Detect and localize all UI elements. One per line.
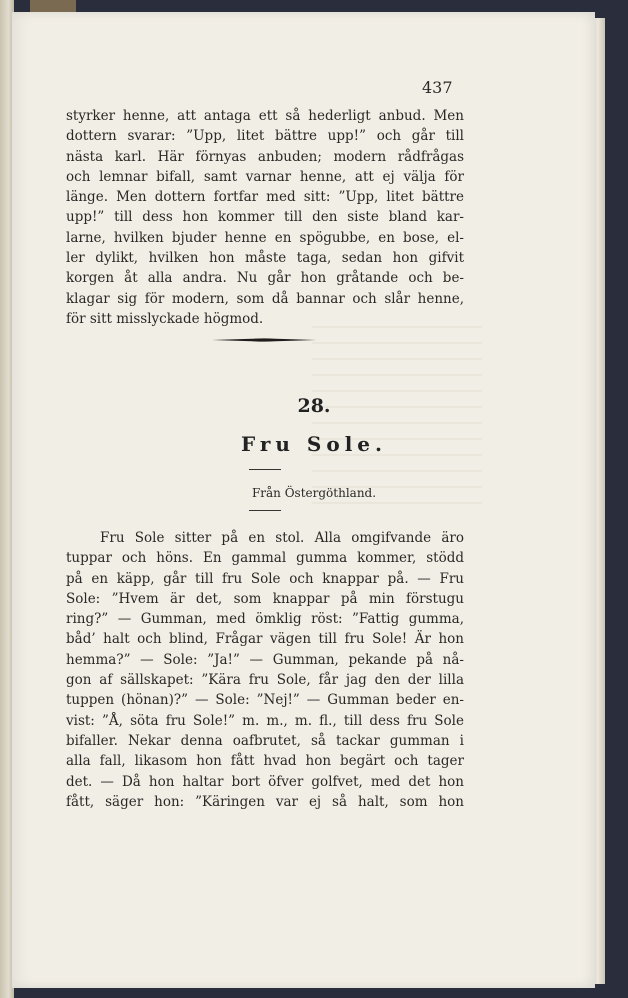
text-line: gon af sällskapet: ”Kära fru Sole, får jag den der lilla [66, 672, 464, 689]
text-line: båd’ halt och blind, Frågar vägen till fru Sole! Är hon [66, 631, 464, 648]
text-line: fått, säger hon: ”Käringen var ej så halt, som hon [66, 793, 464, 810]
text-line: styrker henne, att antaga ett så hederligt anbud. Men [66, 108, 464, 124]
page-number: 437 [422, 78, 453, 97]
text-line: hemma?” — Sole: ”Ja!” — Gumman, pekande på nå- [66, 651, 464, 668]
text-line: för sitt misslyckade högmod. [66, 310, 264, 327]
chapter-number: 28. [297, 395, 331, 417]
text-line: på en käpp, går till fru Sole och knappar på. — Fru [66, 570, 464, 587]
text-line: nästa karl. Här förnyas anbuden; modern rådfrågas [66, 148, 464, 165]
text-line: länge. Men dottern fortfar med sitt: ”Upp, litet bättre [66, 189, 464, 206]
main-paragraph [66, 528, 464, 812]
text-line: Sole: ”Hvem är det, som knappar på min förstugu [66, 590, 464, 607]
text-line: klagar sig för modern, som då bannar och slår henne, [66, 290, 464, 307]
text-line: tuppar och höns. En gammal gumma kommer, stödd [66, 550, 464, 567]
text-line: upp!” till dess hon kommer till den siste bland kar- [66, 209, 464, 226]
origin-rule [249, 510, 281, 511]
text-line: larne, hvilken bjuder henne en spögubbe, en bose, el- [66, 229, 464, 246]
text-line: det. — Då hon haltar bort öfver golfvet, med det hon [66, 773, 464, 790]
text-line: Fru Sole sitter på en stol. Alla omgifvande äro [100, 530, 464, 546]
text-line: ring?” — Gumman, med ömklig röst: ”Fattig gumma, [66, 611, 464, 628]
text-line: alla fall, likasom hon fått hvad hon begärt och tager [66, 753, 464, 770]
text-line: korgen åt alla andra. Nu går hon gråtande och be- [66, 270, 464, 287]
text-line: ler dylikt, hvilken hon måste taga, sedan hon gifvit [66, 250, 464, 267]
chapter-title: Fru Sole. [241, 432, 387, 456]
origin-subtitle: Från Östergöthland. [251, 486, 377, 500]
text-line: tuppen (hönan)?” — Sole: ”Nej!” — Gumman beder en- [66, 692, 464, 709]
section-divider-ornament [212, 338, 316, 342]
text-line: dottern svarar: ”Upp, litet bättre upp!” och går till [66, 128, 464, 145]
title-rule [249, 469, 281, 470]
text-line: bifaller. Nekar denna oafbrutet, så tackar gumman i [66, 732, 464, 749]
text-line: och lemnar bifall, samt varnar henne, att ej välja för [66, 168, 464, 185]
top-paragraph [66, 106, 464, 329]
text-line: vist: ”Å, söta fru Sole!” m. m., m. fl., till dess fru Sole [66, 712, 464, 729]
